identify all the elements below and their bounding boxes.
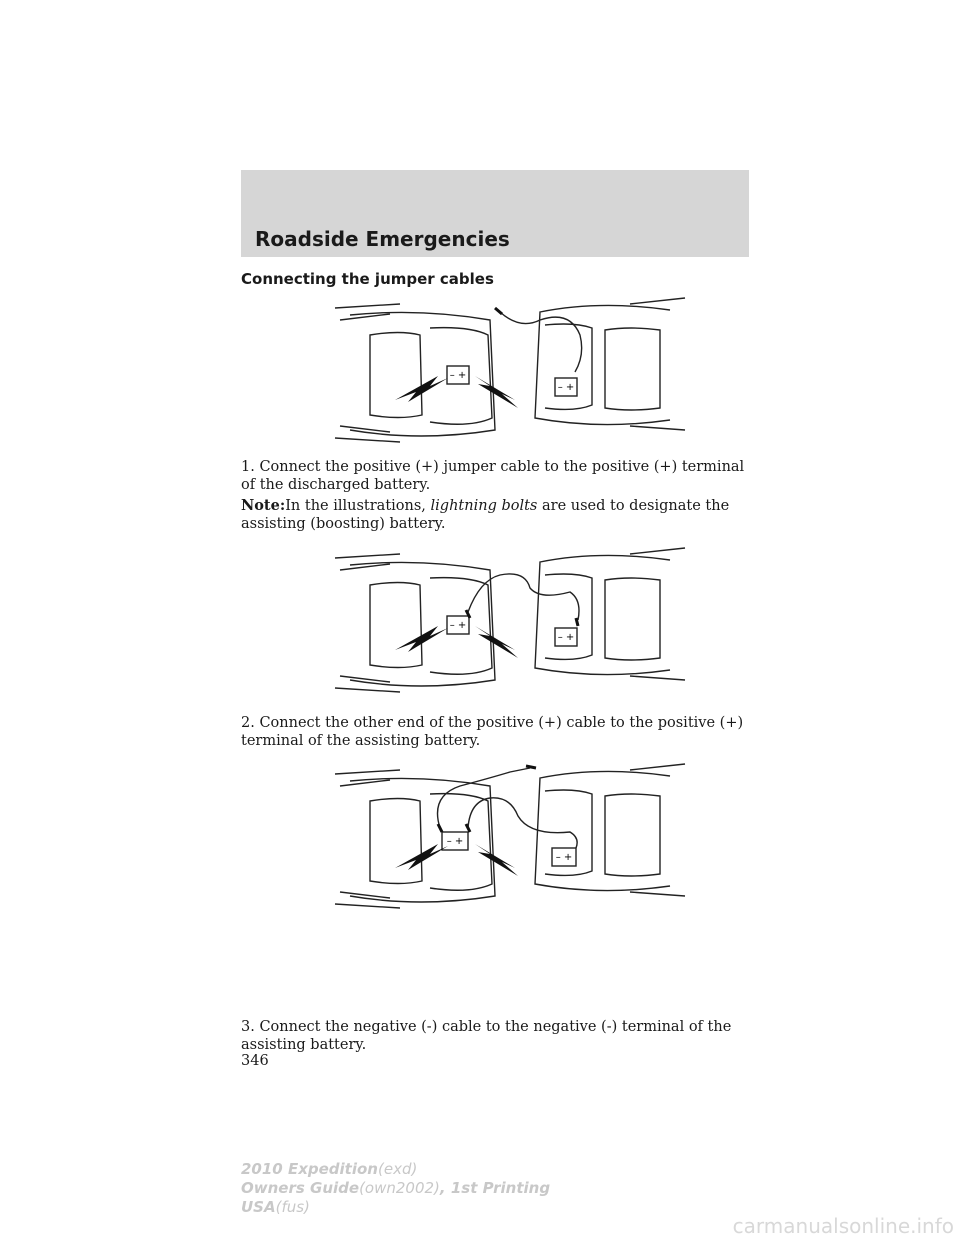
battery-label: – + xyxy=(557,382,575,393)
footer-print-info xyxy=(241,1160,550,1217)
note-text-after: are used to designate the assisting (boosting) battery. xyxy=(241,498,730,532)
footer-guide: Owners Guide xyxy=(241,1179,360,1197)
page-title: Roadside Emergencies xyxy=(255,227,510,251)
section-heading: Connecting the jumper cables xyxy=(241,270,494,288)
jumper-illustration-3 xyxy=(330,756,690,916)
footer-line-2 xyxy=(241,1179,550,1198)
note-label: Note: xyxy=(241,497,286,514)
battery-label: – + xyxy=(449,620,467,631)
jumper-illustration-1 xyxy=(330,290,690,450)
battery-label: – + xyxy=(449,370,467,381)
jumper-illustration-2 xyxy=(330,540,690,700)
lightning-bolt-icon xyxy=(475,626,518,658)
battery-label: – + xyxy=(555,852,573,863)
cable-clamp-icon xyxy=(438,824,442,832)
figure-jumper-step-3 xyxy=(330,756,690,916)
note-paragraph xyxy=(241,497,761,533)
figure-jumper-step-1 xyxy=(330,290,690,450)
figure-jumper-step-2 xyxy=(330,540,690,700)
footer-printing: , 1st Printing xyxy=(439,1179,551,1197)
battery-label: – + xyxy=(557,632,575,643)
page-number: 346 xyxy=(241,1053,269,1069)
watermark: carmanualsonline.info xyxy=(732,1214,954,1238)
step-1-text: 1. Connect the positive (+) jumper cable to the positive (+) terminal of the discharged battery. xyxy=(241,459,745,493)
cable-clamp-icon xyxy=(495,308,502,314)
cable-clamp-icon xyxy=(526,766,536,768)
cable-clamp-icon xyxy=(576,618,578,626)
footer-model-code: (exd) xyxy=(377,1160,418,1178)
footer-region: USA xyxy=(241,1198,276,1216)
lightning-bolt-icon xyxy=(475,376,518,408)
note-italic: lightning bolts xyxy=(430,498,538,514)
note-text-before: In the illustrations, xyxy=(285,498,431,514)
lightning-bolt-icon xyxy=(475,844,518,876)
footer-line-3 xyxy=(241,1198,550,1217)
footer-guide-code: (own2002) xyxy=(359,1179,440,1197)
footer-model: 2010 Expedition xyxy=(241,1160,378,1178)
header-band xyxy=(241,170,749,257)
battery-label: – + xyxy=(446,836,464,847)
footer-region-code: (fus) xyxy=(275,1198,310,1216)
step-3-text: 3. Connect the negative (-) cable to the negative (-) terminal of the assisting battery. xyxy=(241,1019,732,1053)
cable-clamp-icon xyxy=(466,824,470,832)
footer-line-1 xyxy=(241,1160,550,1179)
step-2-text: 2. Connect the other end of the positive (+) cable to the positive (+) terminal of the assisting battery. xyxy=(241,715,744,749)
